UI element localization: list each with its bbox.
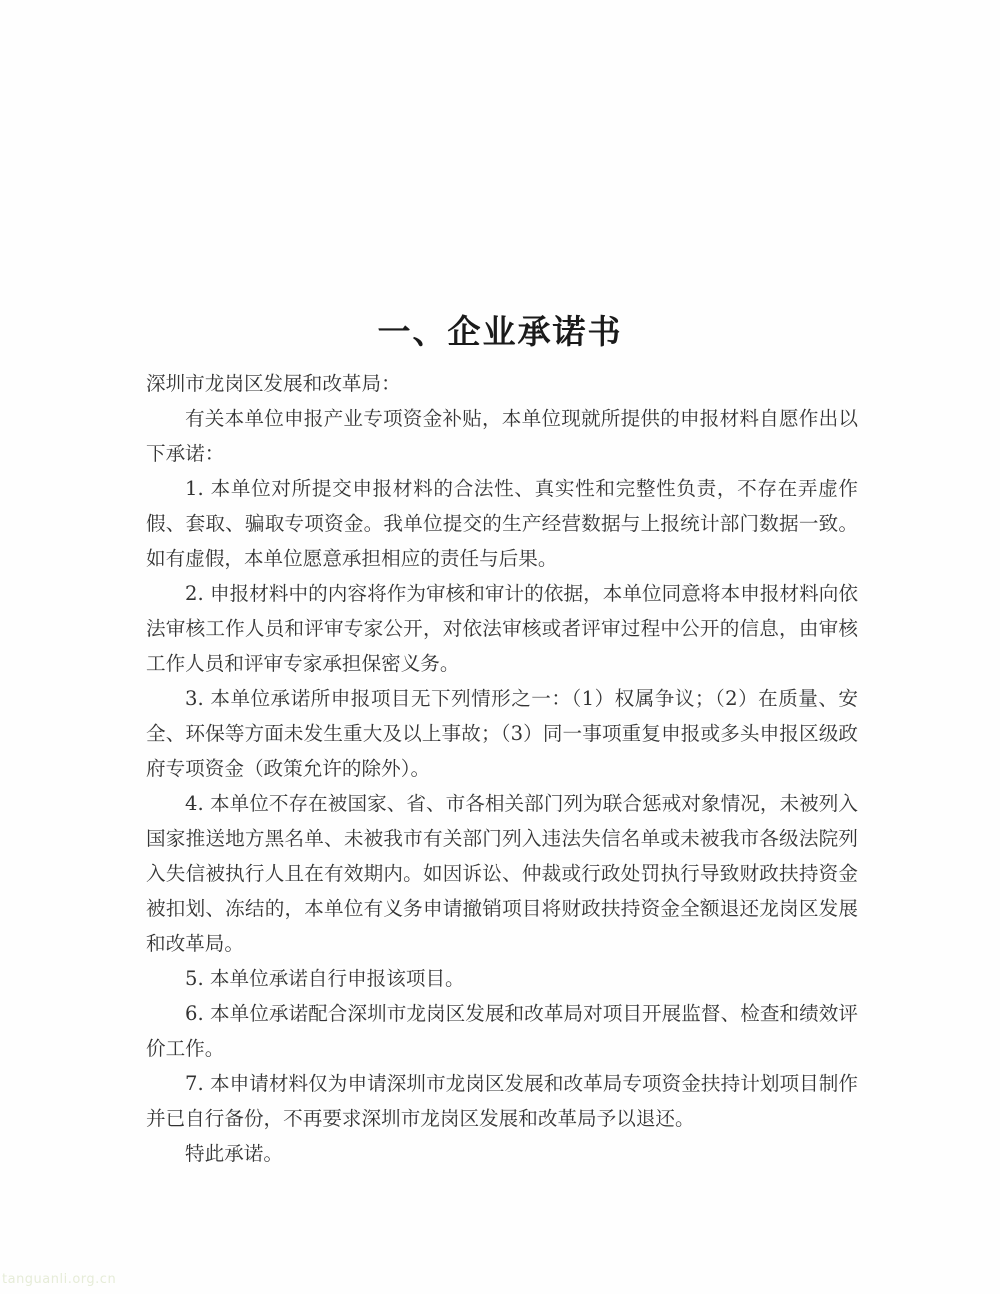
addressee: 深圳市龙岗区发展和改革局： (146, 372, 401, 395)
commitment-item-3: 3. 本单位承诺所申报项目无下列情形之一：（1）权属争议；（2）在质量、安全、环保等方面未发生重大及以上事故；（3）同一事项重复申报或多头申报区级政府专项资金（政策允许的除外）。 (146, 687, 858, 780)
closing-statement: 特此承诺。 (185, 1142, 283, 1165)
watermark: tanguanli.org.cn (2, 1272, 117, 1287)
commitment-item-1: 1. 本单位对所提交申报材料的合法性、真实性和完整性负责，不存在弄虚作假、套取、骗取专项资金。我单位提交的生产经营数据与上报统计部门数据一致。如有虚假，本单位愿意承担相应的责任与后果。 (146, 477, 858, 570)
page-title: 一、企业承诺书 (377, 312, 623, 351)
commitment-item-7: 7. 本申请材料仅为申请深圳市龙岗区发展和改革局专项资金扶持计划项目制作并已自行备份，不再要求深圳市龙岗区发展和改革局予以退还。 (146, 1072, 858, 1130)
commitment-item-4: 4. 本单位不存在被国家、省、市各相关部门列为联合惩戒对象情况，未被列入国家推送地方黑名单、未被我市有关部门列入违法失信名单或未被我市各级法院列入失信被执行人且在有效期内。如因诉讼、仲裁或行政处罚执行导致财政扶持资金被扣划、冻结的，本单位有义务申请撤销项目将财政扶持资金全额退还龙岗区发展和改革局。 (146, 792, 858, 955)
document-body (146, 366, 858, 1171)
commitment-item-2: 2. 申报材料中的内容将作为审核和审计的依据，本单位同意将本申报材料向依法审核工作人员和评审专家公开，对依法审核或者评审过程中公开的信息，由审核工作人员和评审专家承担保密义务。 (146, 582, 858, 675)
intro-paragraph: 有关本单位申报产业专项资金补贴，本单位现就所提供的申报材料自愿作出以下承诺： (146, 407, 858, 465)
commitment-item-6: 6. 本单位承诺配合深圳市龙岗区发展和改革局对项目开展监督、检查和绩效评价工作。 (146, 1002, 858, 1060)
commitment-item-5: 5. 本单位承诺自行申报该项目。 (185, 967, 465, 990)
